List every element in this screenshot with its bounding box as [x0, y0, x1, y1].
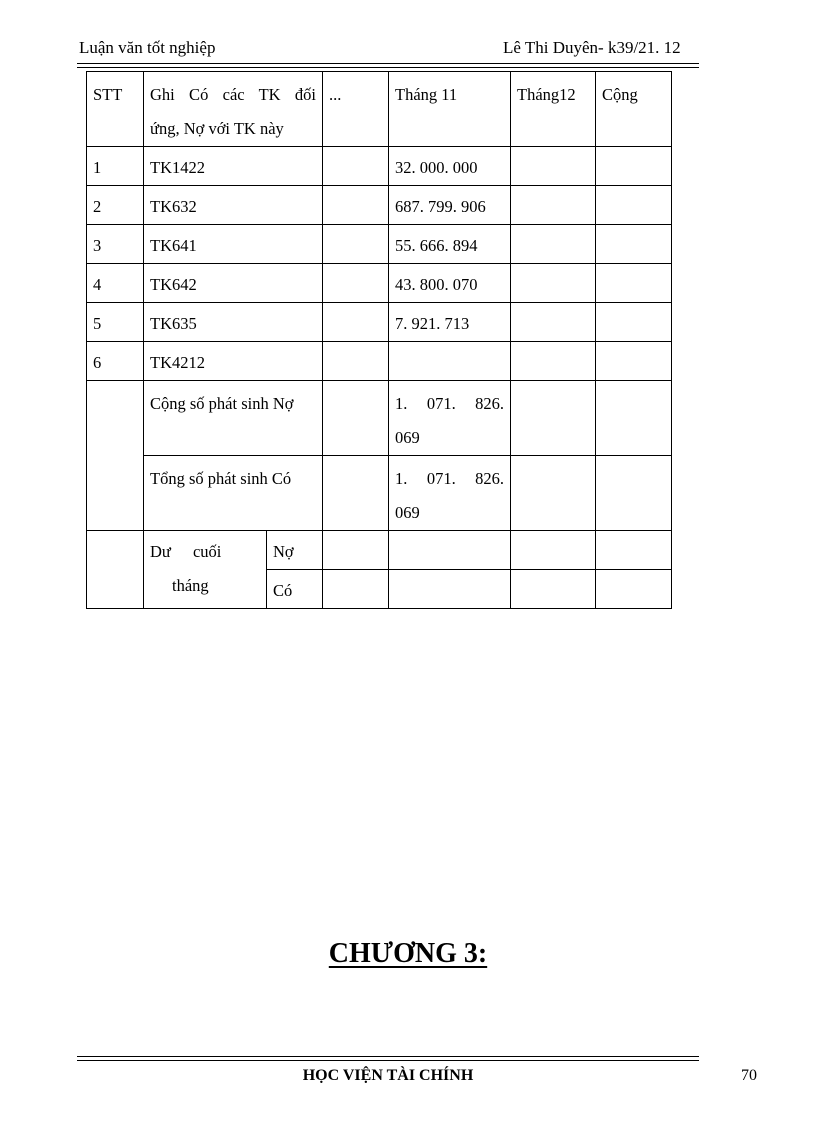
header-account-line1: Ghi Có các TK đối [150, 85, 316, 104]
table-row [87, 342, 672, 381]
row-ellipsis-cell [323, 264, 389, 303]
footer-divider [77, 1056, 699, 1057]
closing-balance-label-line2: tháng [172, 576, 209, 595]
row-ellipsis-cell [323, 225, 389, 264]
credit-total-row [87, 456, 672, 531]
row-total [596, 147, 672, 186]
row-account: TK642 [144, 264, 323, 303]
debit-total-value [389, 381, 511, 456]
row-stt: 4 [87, 264, 144, 303]
closing-debit-month-12 [511, 531, 596, 570]
row-month-12 [511, 342, 596, 381]
closing-stt-cell [87, 531, 144, 609]
row-month-11 [389, 342, 511, 381]
closing-balance-label [144, 531, 267, 609]
row-total [596, 342, 672, 381]
closing-debit-month-11 [389, 531, 511, 570]
row-stt: 1 [87, 147, 144, 186]
row-month-12 [511, 225, 596, 264]
table-row [87, 186, 672, 225]
table-header-row [87, 72, 672, 147]
row-stt: 3 [87, 225, 144, 264]
credit-total-total [596, 456, 672, 531]
table-row [87, 303, 672, 342]
row-month-11: 687. 799. 906 [389, 186, 511, 225]
header-account-line2: ứng, Nợ với TK này [150, 119, 284, 138]
credit-total-ellipsis-cell [323, 456, 389, 531]
row-ellipsis-cell [323, 186, 389, 225]
row-stt: 2 [87, 186, 144, 225]
row-month-11: 43. 800. 070 [389, 264, 511, 303]
header-divider [77, 63, 699, 64]
closing-balance-debit-row [87, 531, 672, 570]
header-document-title: Luận văn tốt nghiệp [79, 38, 216, 57]
debit-total-month-12 [511, 381, 596, 456]
header-divider [77, 67, 699, 68]
closing-balance-label-line1: Dư cuối [150, 542, 222, 561]
header-stt: STT [87, 72, 144, 147]
header-month-12: Tháng12 [511, 72, 596, 147]
row-stt: 6 [87, 342, 144, 381]
closing-credit-label: Có [267, 570, 323, 609]
debit-total-value-line1: 1. 071. 826. [395, 394, 504, 413]
row-stt: 5 [87, 303, 144, 342]
row-month-11: 32. 000. 000 [389, 147, 511, 186]
table-row [87, 225, 672, 264]
closing-debit-label: Nợ [267, 531, 323, 570]
row-account: TK632 [144, 186, 323, 225]
row-ellipsis-cell [323, 303, 389, 342]
row-month-11: 7. 921. 713 [389, 303, 511, 342]
table-row [87, 147, 672, 186]
row-total [596, 264, 672, 303]
row-month-12 [511, 186, 596, 225]
closing-credit-month-11 [389, 570, 511, 609]
footer-divider [77, 1060, 699, 1061]
summary-stt-cell [87, 381, 144, 531]
debit-total-row [87, 381, 672, 456]
row-month-12 [511, 303, 596, 342]
footer-institution: HỌC VIỆN TÀI CHÍNH [302, 1067, 474, 1084]
row-month-12 [511, 147, 596, 186]
header-total: Cộng [596, 72, 672, 147]
row-month-11: 55. 666. 894 [389, 225, 511, 264]
table-row [87, 264, 672, 303]
row-month-12 [511, 264, 596, 303]
debit-total-total [596, 381, 672, 456]
row-ellipsis-cell [323, 147, 389, 186]
credit-total-value-line2: 069 [395, 503, 420, 522]
page-number: 70 [741, 1067, 757, 1084]
debit-total-value-line2: 069 [395, 428, 420, 447]
header-month-11: Tháng 11 [389, 72, 511, 147]
row-account: TK4212 [144, 342, 323, 381]
debit-total-label: Cộng số phát sinh Nợ [144, 381, 323, 456]
row-account: TK641 [144, 225, 323, 264]
closing-credit-ellipsis-cell [323, 570, 389, 609]
header-ellipsis: ... [323, 72, 389, 147]
row-account: TK635 [144, 303, 323, 342]
ledger-table [86, 71, 672, 609]
row-total [596, 186, 672, 225]
closing-debit-total [596, 531, 672, 570]
row-ellipsis-cell [323, 342, 389, 381]
row-total [596, 225, 672, 264]
closing-credit-month-12 [511, 570, 596, 609]
header-author: Lê Thi Duyên- k39/21. 12 [503, 38, 681, 57]
chapter-title: CHƯƠNG 3: [328, 938, 488, 969]
row-account: TK1422 [144, 147, 323, 186]
credit-total-label: Tổng số phát sinh Có [144, 456, 323, 531]
header-account [144, 72, 323, 147]
credit-total-value-line1: 1. 071. 826. [395, 469, 504, 488]
credit-total-month-12 [511, 456, 596, 531]
row-total [596, 303, 672, 342]
closing-credit-total [596, 570, 672, 609]
closing-debit-ellipsis-cell [323, 531, 389, 570]
credit-total-value [389, 456, 511, 531]
debit-total-ellipsis-cell [323, 381, 389, 456]
